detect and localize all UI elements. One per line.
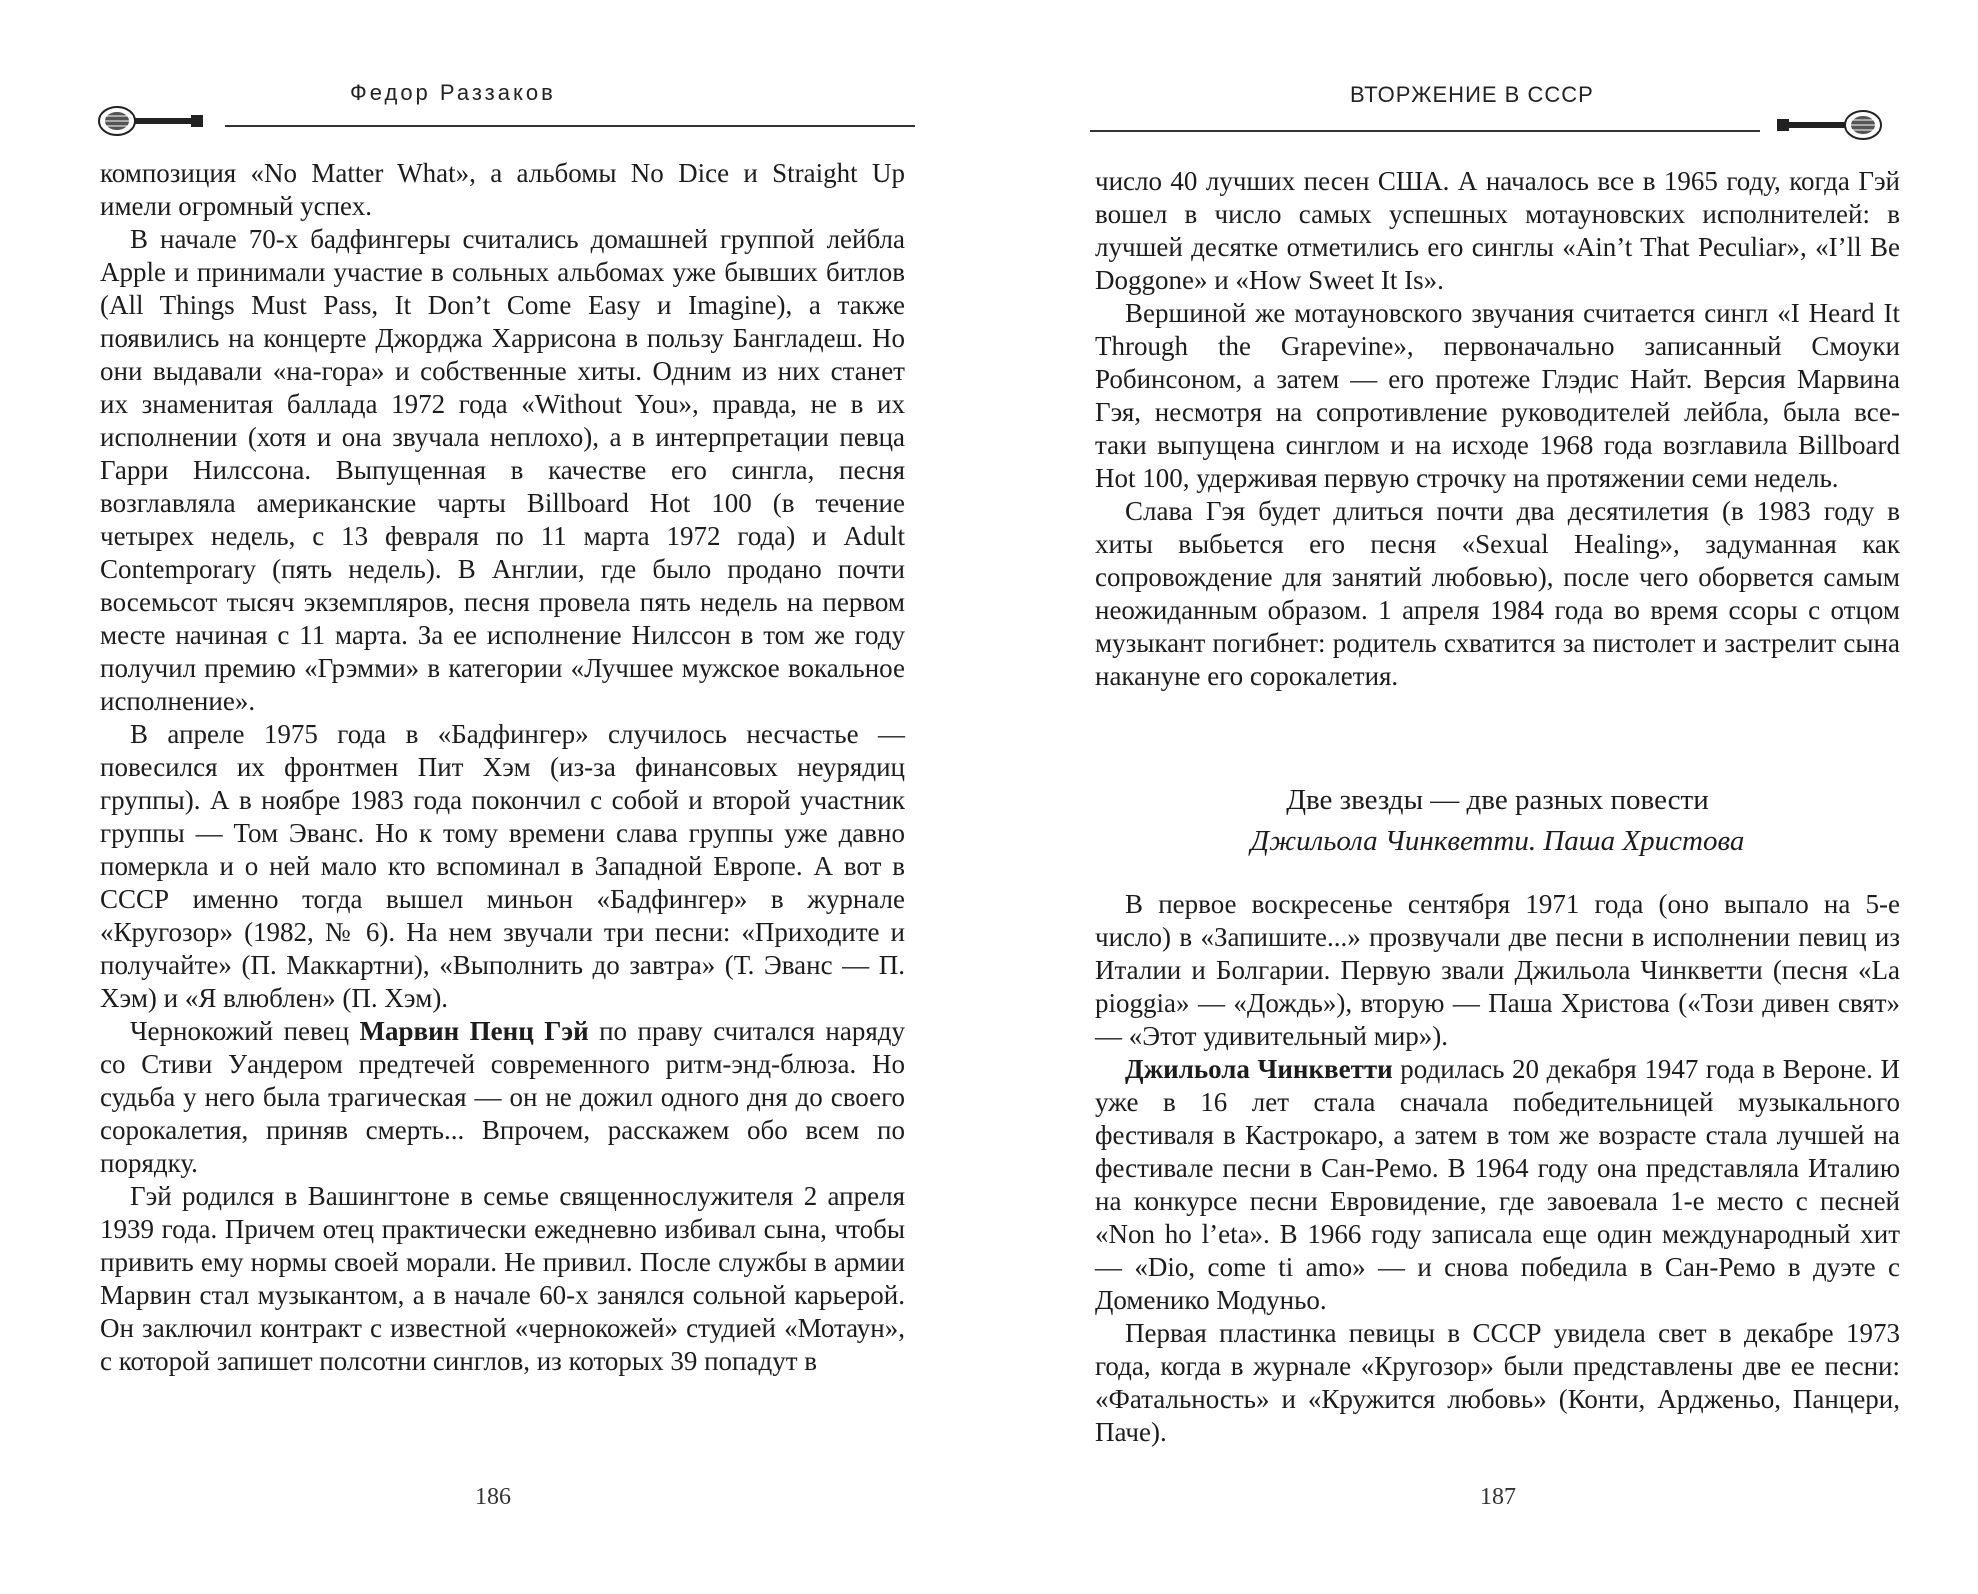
section-subtitle: Джильола Чинкветти. Паша Христова xyxy=(1250,825,1745,857)
paragraph: композиция «No Matter What», а альбомы No Dice и Straight Up имели огромный успех. xyxy=(100,158,905,221)
paragraph: Первая пластинка певицы в СССР увидела свет в декабре 1973 года, когда в журнале «Кругозор» были представлены две ее песни: «Фатальность» и «Кружится любовь» (Конти, Ардженьо, Панцери, Паче). xyxy=(1095,1318,1900,1447)
right-running-header xyxy=(1090,82,1900,142)
running-header-author: Федор Раззаков xyxy=(350,80,556,105)
running-header-book-title: ВТОРЖЕНИЕ В СССР xyxy=(1350,82,1594,107)
bold-name: Джильола Чинкветти xyxy=(1125,1054,1393,1084)
right-body-text xyxy=(1095,165,1900,693)
paragraph: число 40 лучших песен США. А началось все в 1965 году, когда Гэй вошел в число самых успешных мотауновских исполнителей: в лучшей десятке отметились его синглы «Ain’t That Peculiar», «I’ll Be Doggone» и «How Sweet It Is». xyxy=(1095,166,1900,295)
paragraph: Джильола Чинкветти родилась 20 декабря 1947 года в Вероне. И уже в 16 лет стала сначала победительницей музыкального фестиваля в Кастрокаро, а затем в том же возрасте стала лучшей на фестивале песни в Сан-Ремо. В 1964 году она представляла Италию на конкурсе песни Евровидение, где завоевала 1-е место с песней «Non ho l’eta». В 1966 году записала еще один международный хит — «Dio, come ti amo» — и снова победила в Сан-Ремо в дуэте с Доменико Модуньо. xyxy=(1095,1054,1900,1315)
left-running-header xyxy=(95,80,915,140)
section-heading xyxy=(1095,780,1900,862)
right-page xyxy=(985,0,1978,1594)
header-rule xyxy=(1090,130,1760,132)
page-number: 186 xyxy=(475,1484,511,1510)
guitar-icon xyxy=(95,102,205,140)
left-body-text xyxy=(100,157,905,1378)
paragraph: В апреле 1975 года в «Бадфингер» случилось несчастье — повесился их фронтмен Пит Хэм (из-за финансовых неурядиц группы). А в ноябре 1983 года покончил с собой и второй участник группы — Том Эванс. Но к тому времени слава группы уже давно померкла и о ней мало кто вспоминал в Западной Европе. А вот в СССР именно тогда вышел миньон «Бадфингер» в журнале «Кругозор» (1982, № 6). На нем звучали три песни: «Приходите и получайте» (П. Маккартни), «Выполнить до завтра» (Т. Эванс — П. Хэм) и «Я влюблен» (П. Хэм). xyxy=(100,719,905,1013)
paragraph: В первое воскресенье сентября 1971 года (оно выпало на 5-е число) в «Запишите...» прозвучали две песни в исполнении певиц из Италии и Болгарии. Первую звали Джильола Чинкветти (песня «La pioggia» — «Дождь»), вторую — Паша Христова («Този дивен свят» — «Этот удивительный мир»). xyxy=(1095,889,1900,1051)
paragraph: Слава Гэя будет длиться почти два десятилетия (в 1983 году в хиты выбьется его песня «Sexual Healing», задуманная как сопровождение для занятий любовью), после чего оборвется самым неожиданным образом. 1 апреля 1984 года во время ссоры с отцом музыкант погибнет: родитель схватится за пистолет и застрелит сына накануне его сорокалетия. xyxy=(1095,496,1900,691)
left-page xyxy=(0,0,985,1594)
header-rule xyxy=(225,125,915,127)
bold-name: Марвин Пенц Гэй xyxy=(359,1016,589,1046)
guitar-icon xyxy=(1775,106,1885,144)
paragraph: Чернокожий певец Марвин Пенц Гэй по праву считался наряду со Стиви Уандером предтечей современного ритм-энд-блюза. Но судьба у него была трагическая — он не дожил одного дня до своего сорокалетия, приняв смерть... Впрочем, расскажем обо всем по порядку. xyxy=(100,1016,905,1178)
section-title: Две звезды — две разных повести xyxy=(1286,784,1709,816)
paragraph: Вершиной же мотауновского звучания считается сингл «I Heard It Through the Grapevine», первоначально записанный Смоуки Робинсоном, а затем — его протеже Глэдис Найт. Версия Марвина Гэя, несмотря на сопротивление руководителей лейбла, была все-таки выпущена синглом и на исходе 1968 года возглавила Billboard Hot 100, удерживая первую строчку на протяжении семи недель. xyxy=(1095,298,1900,493)
paragraph: В начале 70-х бадфингеры считались домашней группой лейбла Apple и принимали участие в сольных альбомах уже бывших битлов (All Things Must Pass, It Don’t Come Easy и Imagine), а также появились на концерте Джорджа Харрисона в пользу Бангладеш. Но они выдавали «на-гора» и собственные хиты. Одним из них станет их знаменитая баллада 1972 года «Without You», правда, не в их исполнении (хотя и она звучала неплохо), а в интерпретации певца Гарри Нилссона. Выпущенная в качестве его сингла, песня возглавляла американские чарты Billboard Hot 100 (в течение четырех недель, с 13 февраля по 11 марта 1972 года) и Adult Contemporary (пять недель). В Англии, где было продано почти восемьсот тысяч экземпляров, песня провела пять недель на первом месте начиная с 11 марта. За ее исполнение Нилссон в том же году получил премию «Грэмми» в категории «Лучшее мужское вокальное исполнение». xyxy=(100,224,905,716)
section-body-text xyxy=(1095,888,1900,1449)
page-number: 187 xyxy=(1480,1484,1516,1510)
paragraph: Гэй родился в Вашингтоне в семье священнослужителя 2 апреля 1939 года. Причем отец практически ежедневно избивал сына, чтобы привить ему нормы своей морали. Не привил. После службы в армии Марвин стал музыкантом, а в начале 60-х занялся сольной карьерой. Он заключил контракт с известной «чернокожей» студией «Мотаун», с которой запишет полсотни синглов, из которых 39 попадут в xyxy=(100,1181,905,1376)
